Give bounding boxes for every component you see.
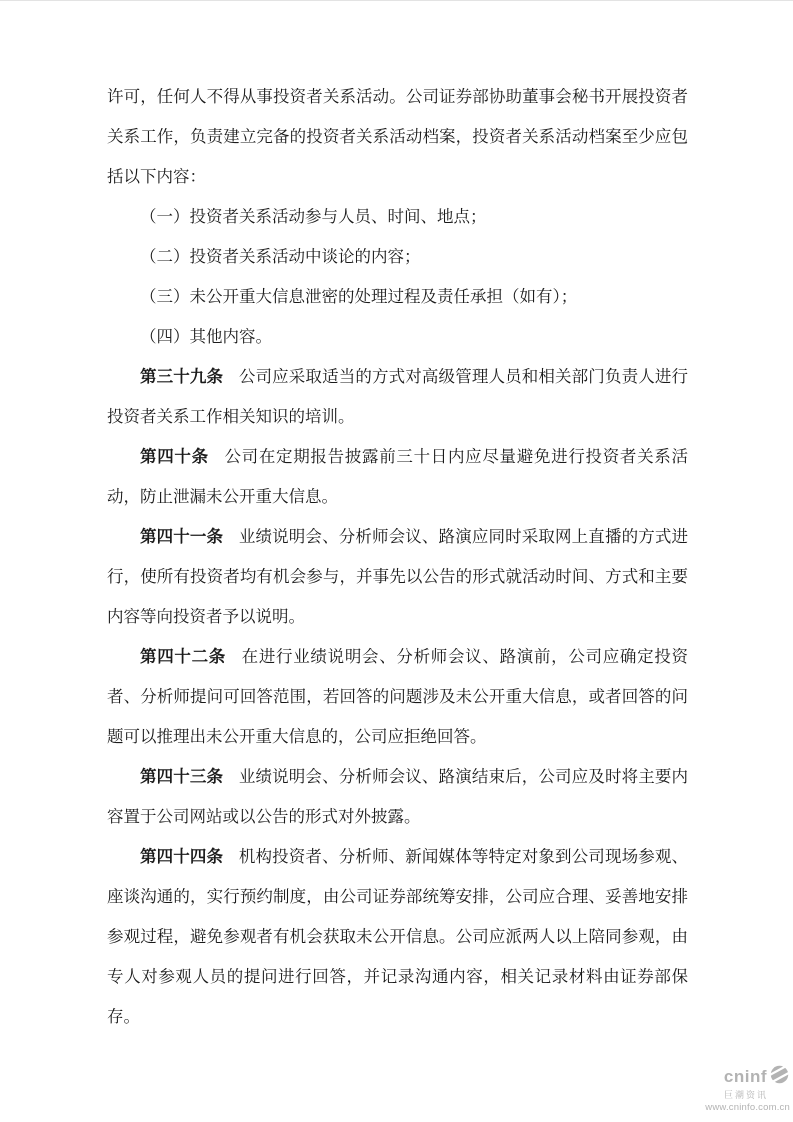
article-40-text: 公司在定期报告披露前三十日内应尽量避免进行投资者关系活动，防止泄漏未公开重大信息。 <box>107 447 689 506</box>
list-item-3: （三）未公开重大信息泄密的处理过程及责任承担（如有）； <box>140 287 578 306</box>
cninfo-swirl-icon <box>769 1064 790 1089</box>
cninfo-watermark-brand-row <box>680 1064 790 1089</box>
cninfo-brand-text: cninf <box>723 1066 767 1086</box>
article-40 <box>107 437 688 517</box>
article-39-text: 公司应采取适当的方式对高级管理人员和相关部门负责人进行投资者关系工作相关知识的培训。 <box>107 367 689 426</box>
list-item-2: （二）投资者关系活动中谈论的内容； <box>140 247 421 266</box>
document-text-block <box>107 77 688 1037</box>
article-42-text: 在进行业绩说明会、分析师会议、路演前，公司应确定投资者、分析师提问可回答范围，若回答的问题涉及未公开重大信息，或者回答的问题可以推理出未公开重大信息的，公司应拒绝回答。 <box>107 647 689 746</box>
article-43-text: 业绩说明会、分析师会议、路演结束后，公司应及时将主要内容置于公司网站或以公告的形式对外披露。 <box>107 767 689 826</box>
list-item-4: （四）其他内容。 <box>140 327 272 346</box>
article-43-number: 第四十三条 <box>140 767 224 786</box>
article-43 <box>107 757 688 837</box>
article-44-text: 机构投资者、分析师、新闻媒体等特定对象到公司现场参观、座谈沟通的，实行预约制度，由公司证券部统筹安排，公司应合理、妥善地安排参观过程，避免参观者有机会获取未公开信息。公司应派两人以上陪同参观，由专人对参观人员的提问进行回答，并记录沟通内容，相关记录材料由证券部保存。 <box>107 847 689 1026</box>
article-44-number: 第四十四条 <box>140 847 224 866</box>
paragraph-continuation: 许可，任何人不得从事投资者关系活动。公司证券部协助董事会秘书开展投资者关系工作，负责建立完备的投资者关系活动档案，投资者关系活动档案至少应包括以下内容： <box>107 87 688 186</box>
list-item-1: （一）投资者关系活动参与人员、时间、地点； <box>140 207 487 226</box>
article-42 <box>107 637 688 757</box>
cninfo-url: www.cninfo.com.cn <box>705 1101 790 1113</box>
article-39-number: 第三十九条 <box>140 367 224 386</box>
article-40-number: 第四十条 <box>140 447 209 466</box>
page-top-edge <box>0 0 793 1</box>
article-44 <box>107 837 688 1037</box>
article-41-number: 第四十一条 <box>140 527 224 546</box>
article-41-text: 业绩说明会、分析师会议、路演应同时采取网上直播的方式进行，使所有投资者均有机会参与，并事先以公告的形式就活动时间、方式和主要内容等向投资者予以说明。 <box>107 527 689 626</box>
cninfo-watermark <box>680 1064 790 1113</box>
article-39 <box>107 357 688 437</box>
cninfo-chinese-name: 巨潮资讯 <box>723 1089 768 1100</box>
article-41 <box>107 517 688 637</box>
article-42-number: 第四十二条 <box>140 647 226 666</box>
